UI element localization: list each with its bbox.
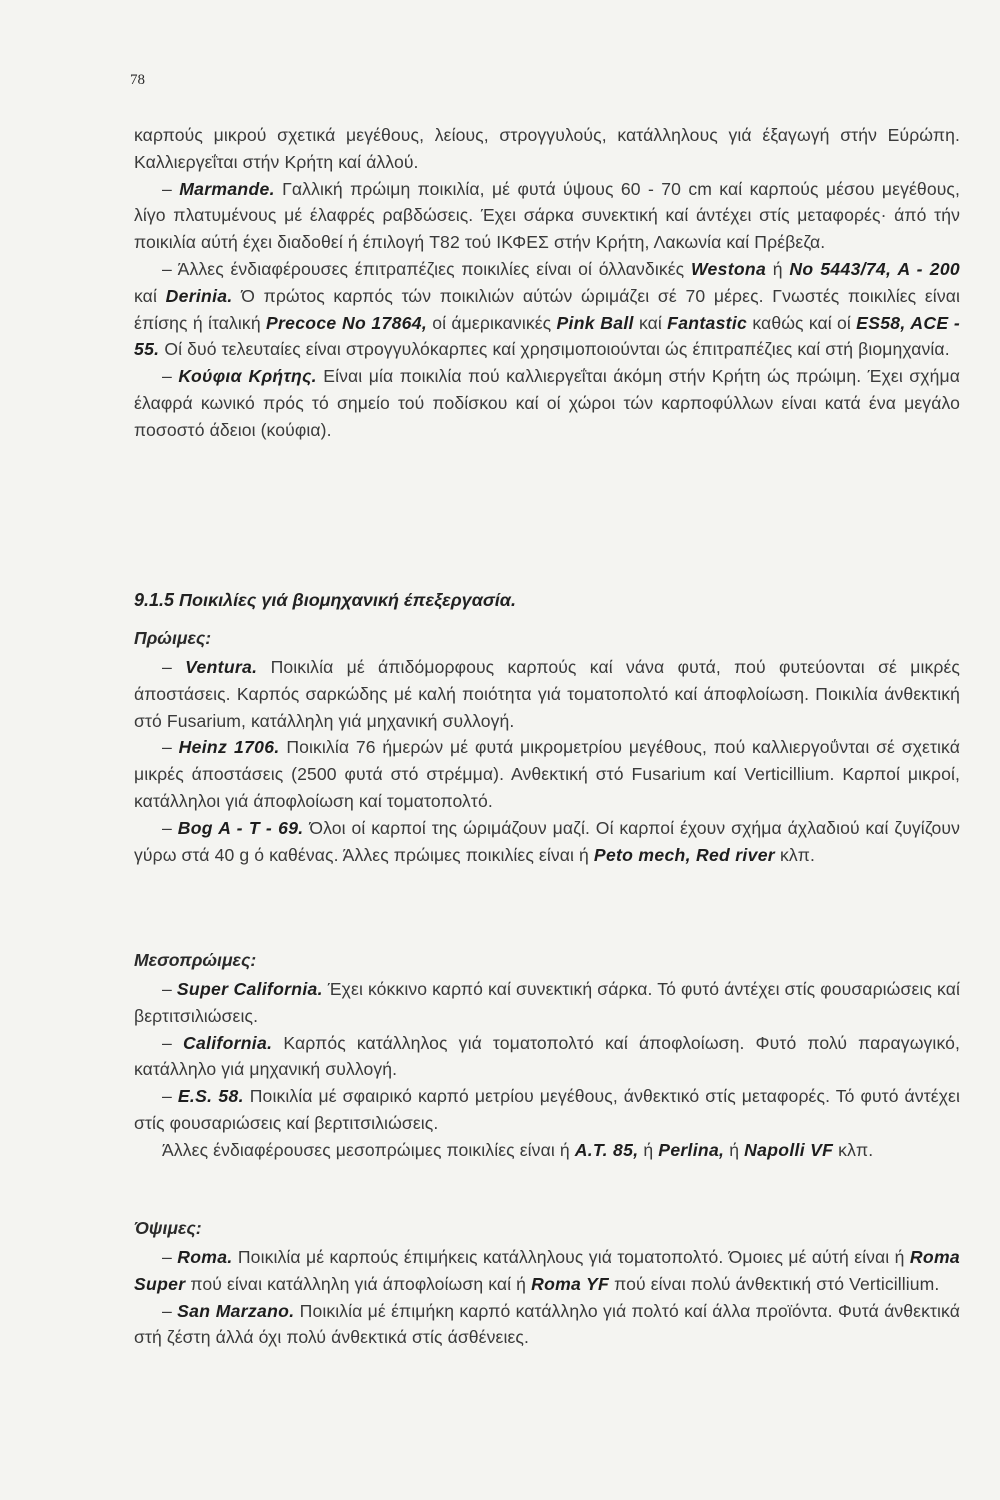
variety-name: Derinia. — [165, 285, 233, 306]
paragraph-text: καθώς καί οί — [752, 312, 851, 333]
upper-text-block — [134, 122, 960, 444]
variety-name: Pink Ball — [556, 312, 634, 333]
variety-description: Ποικιλία μέ έπιμήκη καρπό κατάλληλο γιά πολτό καί άλλα προϊόντα. Φυτά άνθεκτικά στή ζέστη άλλά όχι πολύ άνθεκτικά στίς άσθένειες. — [134, 1300, 960, 1348]
bog-paragraph: – Bog A - T - 69. Όλοι οί καρποί της ώριμάζουν μαζί. Οί καρποί έχουν σχήμα άχλαδιού καί ζυγίζουν γύρω στά 40 g ό καθένας. Άλλες πρώιμες ποικιλίες είναι ή Peto mech, Red river κλπ. — [134, 817, 960, 865]
late-heading: Όψιμες: — [134, 1218, 202, 1238]
connector-text: ή — [729, 1139, 740, 1160]
san-marzano-paragraph: – San Marzano. Ποικιλία μέ έπιμήκη καρπό κατάλληλο γιά πολτό καί άλλα προϊόντα. Φυτά άνθεκτικά στή ζέστη άλλά όχι πολύ άνθεκτικά στίς άσθένειες. — [134, 1300, 960, 1348]
mid-block — [134, 976, 960, 1164]
connector-text: καί — [638, 312, 662, 333]
variety-name: Marmande. — [179, 178, 275, 199]
variety-description: Ποικιλία μέ άπιδόμορφους καρπούς καί νάνα φυτά, πού φυτεύονται σέ μικρές άποστάσεις. Καρπός σαρκώδης μέ καλή ποιότητα γιά τοματοπολτό καί άποφλοίωση. Ποικιλία άνθεκτική στό Fusarium, κατάλληλη γιά μηχανική συλλογή. — [134, 657, 961, 731]
variety-description: Είναι μία ποικιλία πού καλλιεργεΐται άκόμη στήν Κρήτη ώς πρώιμη. Έχει σχήμα έλαφρά κωνικό πρός τό σημείο τού ποδίσκου καί οί χώροι τών καρποφύλλων είναι κατά ένα μεγάλο ποσοστό άδειοι (κούφια). — [134, 366, 960, 440]
california-paragraph: – California. Καρπός κατάλληλος γιά τοματοπολτό καί άποφλοίωση. Φυτό πολύ παραγωγικό, κατάλληλο γιά μηχανική συλλογή. — [134, 1032, 960, 1080]
es58-paragraph: – E.S. 58. Ποικιλία μέ σφαιρικό καρπό μετρίου μεγέθους, άνθεκτικό στίς μεταφορές. Τό φυτό άντέχει στίς φουσαριώσεις καί βερτιτσιλιώσεις. — [134, 1086, 960, 1133]
paragraph-text: Άλλες ένδιαφέρουσες έπιτραπέζιες ποικιλίες είναι οί όλλανδικές — [177, 258, 685, 279]
paragraph-text: οί άμερικανικές — [432, 312, 552, 333]
early-heading: Πρώιμες: — [134, 628, 212, 648]
etc-text: κλπ. — [779, 844, 815, 865]
early-block — [134, 654, 960, 868]
ventura-paragraph: – Ventura. Ποικιλία μέ άπιδόμορφους καρπούς καί νάνα φυτά, πού φυτεύονται σέ μικρές άποστάσεις. Καρπός σαρκώδης μέ καλή ποιότητα γιά τοματοπολτό καί άποφλοίωση. Ποικιλία άνθεκτική στό Fusarium, κατάλληλη γιά μηχανική συλλογή. — [134, 657, 961, 731]
variety-name: San Marzano. — [177, 1300, 295, 1321]
heinz-paragraph: – Heinz 1706. Ποικιλία 76 ήμερών μέ φυτά μικρομετρίου μεγέθους, πού καλλιεργοΰνται σέ σχετικά μικρές άποστάσεις (2500 φυτά στό στρέμμα). Ανθεκτική στό Fusarium καί Verticillium. Καρποί μικροί, κατάλληλοι γιά άποφλοίωση καί τοματοπολτό. — [134, 737, 960, 811]
mid-others-paragraph — [134, 1137, 960, 1164]
variety-description: Ποικιλία μέ καρπούς έπιμήκεις κατάλληλους γιά τοματοπολτό. Όμοιες μέ αύτή είναι ή — [237, 1247, 905, 1267]
variety-name: Westona — [690, 258, 767, 279]
variety-name: Roma. — [177, 1247, 233, 1267]
variety-description: Γαλλική πρώιμη ποικιλία, μέ φυτά ύψους 60 - 70 cm καί καρπούς μέσου μεγέθους, λίγο πλατυμένους μέ έλαφρές ραβδώσεις. Έχει σάρκα συνεκτική καί άντέχει στίς μεταφορές· άπό τήν ποικιλία αύτή έχει διαδοθεί ή έπιλογή T82 τού ΙΚΦΕΣ στήν Κρήτη, Λακωνία καί Πρέβεζα. — [134, 178, 960, 253]
variety-name: Perlina, — [658, 1139, 725, 1160]
variety-description: Όλοι οί καρποί της ώριμάζουν μαζί. Οί καρποί έχουν σχήμα άχλαδιού καί ζυγίζουν γύρω στά 40 g ό καθένας. Άλλες πρώιμες ποικιλίες είναι ή — [134, 817, 960, 865]
paragraph-text: Άλλες ένδιαφέρουσες μεσοπρώιμες ποικιλίες είναι ή — [162, 1139, 570, 1160]
variety-name: Bog A - T - 69. — [177, 817, 304, 838]
variety-name: Napolli VF — [744, 1139, 834, 1160]
variety-description: Ποικιλία μέ σφαιρικό καρπό μετρίου μεγέθους, άνθεκτικό στίς μεταφορές. Τό φυτό άντέχει στίς φουσαριώσεις καί βερτιτσιλιώσεις. — [134, 1086, 960, 1133]
variety-name: Roma YF — [531, 1273, 610, 1294]
variety-name: Roma Super — [134, 1247, 961, 1294]
variety-name: Κούφια Κρήτης. — [178, 366, 317, 387]
variety-name: Peto mech, Red river — [593, 844, 775, 865]
roma-paragraph: – Roma. Ποικιλία μέ καρπούς έπιμήκεις κατάλληλους γιά τοματοπολτό. Όμοιες μέ αύτή είναι ή Roma Super πού είναι κατάλληλη γιά άποφλοίωση καί ή Roma YF πού είναι πολύ άνθεκτική στό Verticillium. — [134, 1247, 961, 1294]
variety-name: A.T. 85, — [574, 1139, 639, 1160]
late-block — [134, 1244, 960, 1351]
connector-text: ή — [772, 258, 783, 279]
variety-name: Νο 5443/74, Α - 200 — [789, 258, 960, 279]
variety-description: πού είναι πολύ άνθεκτική στό Verticillium. — [614, 1273, 940, 1294]
variety-name: Precoce No 17864, — [265, 312, 428, 333]
variety-description: πού είναι κατάλληλη γιά άποφλοίωση καί ή — [190, 1273, 527, 1294]
intro-paragraph: καρπούς μικρού σχετικά μεγέθους, λείους, στρογγυλούς, κατάλληλους γιά έξαγωγή στήν Εύρώπη. Καλλιεργεΐται στήν Κρήτη καί άλλού. — [134, 125, 960, 172]
variety-name: California. — [182, 1032, 273, 1053]
variety-description: Καρπός κατάλληλος γιά τοματοπολτό καί άποφλοίωση. Φυτό πολύ παραγωγικό, κατάλληλο γιά μηχανική συλλογή. — [134, 1032, 960, 1080]
variety-name: Heinz 1706. — [178, 737, 280, 758]
paragraph-text: Ό πρώτος καρπός τών ποικιλιών αύτών ώριμάζει σέ 70 μέρες. Γνωστές ποικιλίες είναι έπίσης ή ίταλική — [134, 285, 960, 333]
connector-text: ή — [643, 1139, 654, 1160]
variety-name: E.S. 58. — [177, 1086, 244, 1107]
variety-name: Fantastic — [667, 312, 748, 333]
variety-name: Super California. — [176, 979, 323, 999]
page-number: 78 — [130, 72, 145, 88]
paragraph-text: Οί δυό τελευταίες είναι στρογγυλόκαρπες καί χρησιμοποιούνται ώς έπιτραπέζιες καί στή βιομηχανία. — [164, 339, 950, 360]
section-heading: 9.1.5 Ποικιλίες γιά βιομηχανική έπεξεργασία. — [134, 590, 516, 610]
koufia-paragraph: – Κούφια Κρήτης. Είναι μία ποικιλία πού καλλιεργεΐται άκόμη στήν Κρήτη ώς πρώιμη. Έχει σχήμα έλαφρά κωνικό πρός τό σημείο τού ποδίσκου καί οί χώροι τών καρποφύλλων είναι κατά ένα μεγάλο ποσοστό άδειοι (κούφια). — [134, 366, 960, 440]
variety-description: Ποικιλία 76 ήμερών μέ φυτά μικρομετρίου μεγέθους, πού καλλιεργοΰνται σέ σχετικά μικρές άποστάσεις (2500 φυτά στό στρέμμα). Ανθεκτική στό Fusarium καί Verticillium. Καρποί μικροί, κατάλληλοι γιά άποφλοίωση καί τοματοπολτό. — [134, 737, 960, 811]
super-california-paragraph: – Super California. Έχει κόκκινο καρπό καί συνεκτική σάρκα. Τό φυτό άντέχει στίς φουσαριώσεις καί βερτιτσιλιώσεις. — [134, 979, 960, 1026]
connector-text: καί — [134, 285, 157, 306]
variety-description: Έχει κόκκινο καρπό καί συνεκτική σάρκα. Τό φυτό άντέχει στίς φουσαριώσεις καί βερτιτσιλιώσεις. — [134, 979, 960, 1026]
etc-text: κλπ. — [838, 1139, 874, 1160]
marmande-paragraph: – Marmande. Γαλλική πρώιμη ποικιλία, μέ φυτά ύψους 60 - 70 cm καί καρπούς μέσου μεγέθους, λίγο πλατυμένους μέ έλαφρές ραβδώσεις. Έχει σάρκα συνεκτική καί άντέχει στίς μεταφορές· άπό τήν ποικιλία αύτή έχει διαδοθεί ή έπιλογή T82 τού ΙΚΦΕΣ στήν Κρήτη, Λακωνία καί Πρέβεζα. — [134, 178, 960, 253]
variety-name: ES58, ACE - 55. — [134, 312, 960, 360]
variety-name: Ventura. — [185, 657, 258, 677]
mid-heading: Μεσοπρώιμες: — [134, 950, 257, 970]
other-varieties-paragraph: – Άλλες ένδιαφέρουσες έπιτραπέζιες ποικιλίες είναι οί όλλανδικές Westona ή Νο 5443/74, Α - 200 καί Derinia. Ό πρώτος καρπός τών ποικιλιών αύτών ώριμάζει σέ 70 μέρες. Γνωστές ποικιλίες είναι έπίσης ή ίταλική Precoce No 17864, οί άμερικανικές Pink Ball καί Fantastic καθώς καί οί ES58, ACE - 55. Οί δυό τελευταίες είναι στρογγυλόκαρπες καί χρησιμοποιούνται ώς έπιτραπέζιες καί στή βιομηχανία. — [134, 258, 960, 360]
